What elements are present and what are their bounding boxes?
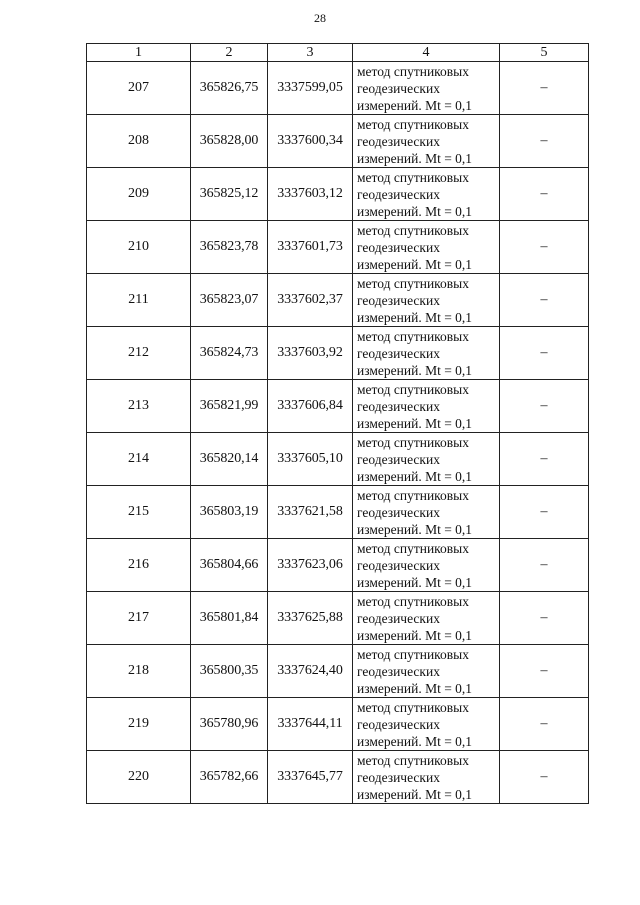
note-cell: – [500,751,589,804]
note-cell: – [500,698,589,751]
table-row [87,115,589,168]
method-description-cell: метод спутниковых геодезических измерений. Mt = 0,1 [353,221,500,274]
point-number-cell: 208 [87,115,191,168]
y-coordinate-cell: 3337603,92 [268,327,353,380]
note-cell: – [500,327,589,380]
point-number-cell: 219 [87,698,191,751]
table-row [87,221,589,274]
y-coordinate-cell: 3337605,10 [268,433,353,486]
point-number-cell: 217 [87,592,191,645]
y-coordinate-cell: 3337644,11 [268,698,353,751]
coordinates-table [86,43,589,804]
x-coordinate-cell: 365804,66 [191,539,268,592]
column-header-4: 4 [353,44,500,62]
point-number-cell: 207 [87,62,191,115]
method-description-cell: метод спутниковых геодезических измерений. Mt = 0,1 [353,592,500,645]
point-number-cell: 215 [87,486,191,539]
method-description-cell: метод спутниковых геодезических измерений. Mt = 0,1 [353,486,500,539]
y-coordinate-cell: 3337624,40 [268,645,353,698]
method-description-cell: метод спутниковых геодезических измерений. Mt = 0,1 [353,62,500,115]
x-coordinate-cell: 365801,84 [191,592,268,645]
method-description-cell: метод спутниковых геодезических измерений. Mt = 0,1 [353,327,500,380]
column-header-1: 1 [87,44,191,62]
table-row [87,380,589,433]
note-cell: – [500,539,589,592]
table-row [87,274,589,327]
x-coordinate-cell: 365823,07 [191,274,268,327]
table-row [87,698,589,751]
y-coordinate-cell: 3337623,06 [268,539,353,592]
x-coordinate-cell: 365782,66 [191,751,268,804]
column-header-2: 2 [191,44,268,62]
table-row [87,327,589,380]
column-header-5: 5 [500,44,589,62]
x-coordinate-cell: 365824,73 [191,327,268,380]
note-cell: – [500,645,589,698]
point-number-cell: 214 [87,433,191,486]
table-row [87,592,589,645]
method-description-cell: метод спутниковых геодезических измерений. Mt = 0,1 [353,115,500,168]
table-row [87,433,589,486]
table-row [87,62,589,115]
y-coordinate-cell: 3337606,84 [268,380,353,433]
y-coordinate-cell: 3337600,34 [268,115,353,168]
x-coordinate-cell: 365780,96 [191,698,268,751]
method-description-cell: метод спутниковых геодезических измерений. Mt = 0,1 [353,274,500,327]
method-description-cell: метод спутниковых геодезических измерений. Mt = 0,1 [353,168,500,221]
x-coordinate-cell: 365823,78 [191,221,268,274]
x-coordinate-cell: 365821,99 [191,380,268,433]
method-description-cell: метод спутниковых геодезических измерений. Mt = 0,1 [353,433,500,486]
method-description-cell: метод спутниковых геодезических измерений. Mt = 0,1 [353,380,500,433]
note-cell: – [500,115,589,168]
note-cell: – [500,168,589,221]
point-number-cell: 209 [87,168,191,221]
method-description-cell: метод спутниковых геодезических измерений. Mt = 0,1 [353,539,500,592]
method-description-cell: метод спутниковых геодезических измерений. Mt = 0,1 [353,645,500,698]
method-description-cell: метод спутниковых геодезических измерений. Mt = 0,1 [353,698,500,751]
y-coordinate-cell: 3337625,88 [268,592,353,645]
x-coordinate-cell: 365800,35 [191,645,268,698]
note-cell: – [500,62,589,115]
page-number: 28 [314,11,326,25]
x-coordinate-cell: 365820,14 [191,433,268,486]
y-coordinate-cell: 3337621,58 [268,486,353,539]
y-coordinate-cell: 3337601,73 [268,221,353,274]
point-number-cell: 211 [87,274,191,327]
note-cell: – [500,221,589,274]
note-cell: – [500,274,589,327]
table-row [87,645,589,698]
point-number-cell: 210 [87,221,191,274]
note-cell: – [500,433,589,486]
x-coordinate-cell: 365825,12 [191,168,268,221]
x-coordinate-cell: 365828,00 [191,115,268,168]
column-header-3: 3 [268,44,353,62]
table-body [87,62,589,804]
table-row [87,486,589,539]
y-coordinate-cell: 3337603,12 [268,168,353,221]
point-number-cell: 213 [87,380,191,433]
x-coordinate-cell: 365826,75 [191,62,268,115]
point-number-cell: 216 [87,539,191,592]
note-cell: – [500,592,589,645]
table-row [87,751,589,804]
point-number-cell: 220 [87,751,191,804]
table-row [87,539,589,592]
y-coordinate-cell: 3337599,05 [268,62,353,115]
method-description-cell: метод спутниковых геодезических измерений. Mt = 0,1 [353,751,500,804]
x-coordinate-cell: 365803,19 [191,486,268,539]
table-header-row [87,44,589,62]
table-row [87,168,589,221]
point-number-cell: 212 [87,327,191,380]
point-number-cell: 218 [87,645,191,698]
note-cell: – [500,486,589,539]
y-coordinate-cell: 3337645,77 [268,751,353,804]
note-cell: – [500,380,589,433]
y-coordinate-cell: 3337602,37 [268,274,353,327]
